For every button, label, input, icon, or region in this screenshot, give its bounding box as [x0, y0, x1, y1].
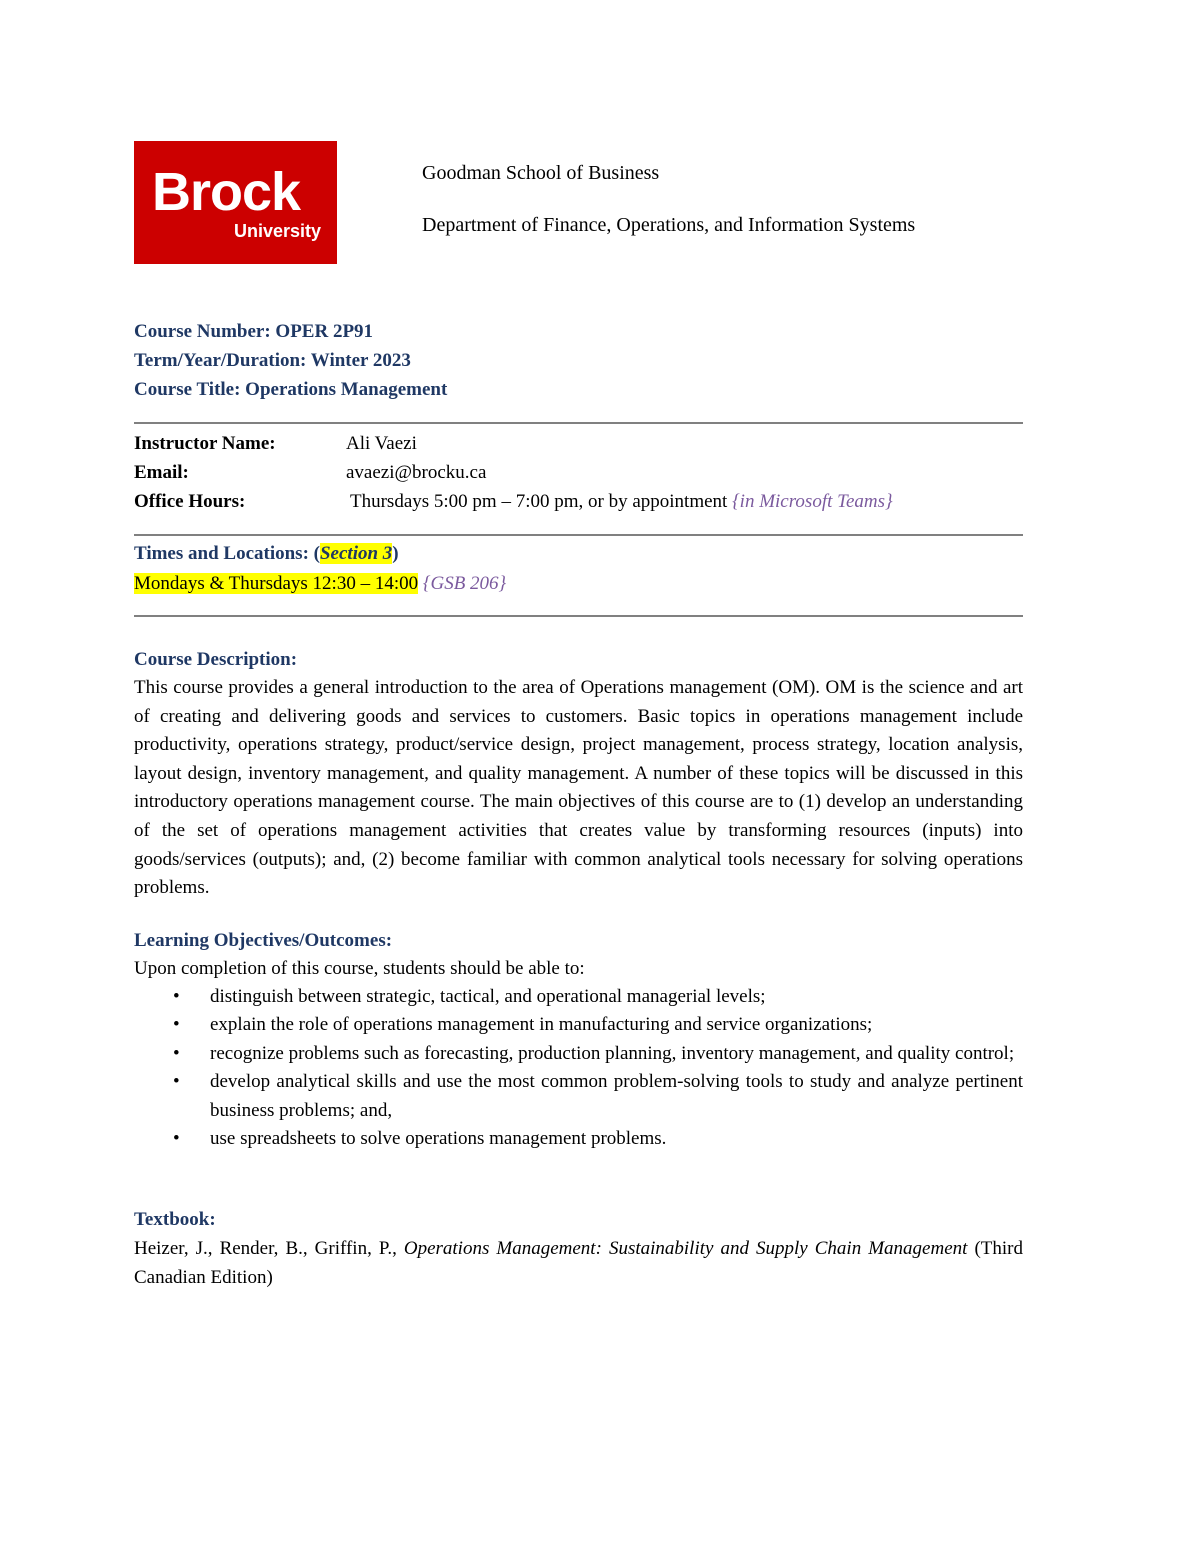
instructor-name-value: Ali Vaezi	[346, 433, 417, 454]
schedule-time: Mondays & Thursdays 12:30 – 14:00	[134, 573, 419, 594]
office-hours-label: Office Hours:	[134, 491, 246, 512]
email-value[interactable]: avaezi@brocku.ca	[346, 462, 487, 483]
instructor-name-label: Instructor Name:	[134, 433, 276, 454]
office-hours-value	[350, 490, 893, 514]
logo-wordmark: Brock	[152, 162, 301, 222]
course-title: Course Title: Operations Management	[134, 379, 448, 400]
textbook-edition: (Third Canadian Edition)	[134, 1238, 1023, 1288]
department-name: Department of Finance, Operations, and Information Systems	[422, 214, 916, 236]
office-hours-time: Thursdays 5:00 pm – 7:00 pm, or by appointment	[350, 491, 728, 512]
learning-objectives-heading: Learning Objectives/Outcomes:	[134, 930, 393, 951]
bullet-icon: •	[173, 1014, 180, 1036]
logo-subtitle: University	[234, 221, 322, 241]
section-number: Section 3	[319, 543, 393, 564]
course-term: Term/Year/Duration: Winter 2023	[134, 350, 411, 371]
times-label: Times and Locations: (	[134, 543, 320, 564]
list-item-text: explain the role of operations management in manufacturing and service organizations;	[210, 1014, 873, 1036]
list-item	[134, 1040, 1023, 1068]
list-item	[134, 1011, 1023, 1039]
bullet-icon: •	[173, 1042, 180, 1064]
list-item-text: distinguish between strategic, tactical, and operational managerial levels;	[210, 986, 766, 1007]
course-description-heading: Course Description:	[134, 649, 298, 670]
times-locations-heading	[134, 542, 399, 566]
textbook-authors: Heizer, J., Render, B., Griffin, P.,	[134, 1238, 404, 1259]
times-label-close: )	[392, 543, 399, 564]
brock-university-logo	[134, 141, 337, 264]
class-schedule	[134, 572, 506, 596]
schedule-room: {GSB 206}	[422, 573, 507, 594]
bullet-icon: •	[173, 986, 180, 1007]
divider	[134, 615, 1023, 617]
list-item-text: develop analytical skills and use the most common problem-solving tools to study and analyze pertinent business problems; and,	[210, 1071, 1023, 1121]
school-name: Goodman School of Business	[422, 162, 660, 184]
email-label: Email:	[134, 462, 189, 483]
course-description-body: This course provides a general introduction to the area of Operations management (OM). OM is the science and art of creating and delivering goods and services to customers. Basic topics in operations management include productivity, operations strategy, product/service design, project management, process strategy, location analysis, layout design, inventory management, and quality management. A number of these topics will be discussed in this introductory operations management course. The main objectives of this course are to (1) develop an understanding of the set of operations management activities that creates value by transforming resources (inputs) into goods/services (outputs); and, (2) become familiar with common analytical tools necessary for solving operations problems.	[134, 677, 1023, 899]
list-item	[134, 1068, 1023, 1125]
divider	[134, 534, 1023, 536]
list-item-text: recognize problems such as forecasting, production planning, inventory management, and quality control;	[210, 1042, 1015, 1064]
office-hours-location: {in Microsoft Teams}	[732, 491, 893, 512]
list-item	[134, 1125, 1023, 1153]
list-item	[134, 983, 1023, 1011]
bullet-icon: •	[173, 1128, 180, 1150]
list-item-text: use spreadsheets to solve operations management problems.	[210, 1128, 667, 1150]
course-number: Course Number: OPER 2P91	[134, 321, 374, 342]
learning-objectives-intro: Upon completion of this course, students should be able to:	[134, 958, 585, 979]
textbook-title: Operations Management: Sustainability and Supply Chain Management	[403, 1238, 968, 1259]
learning-objectives-list	[134, 983, 1023, 1153]
divider	[134, 422, 1023, 424]
textbook-heading: Textbook:	[134, 1209, 216, 1230]
bullet-icon: •	[173, 1071, 180, 1093]
textbook-citation	[134, 1235, 1023, 1292]
